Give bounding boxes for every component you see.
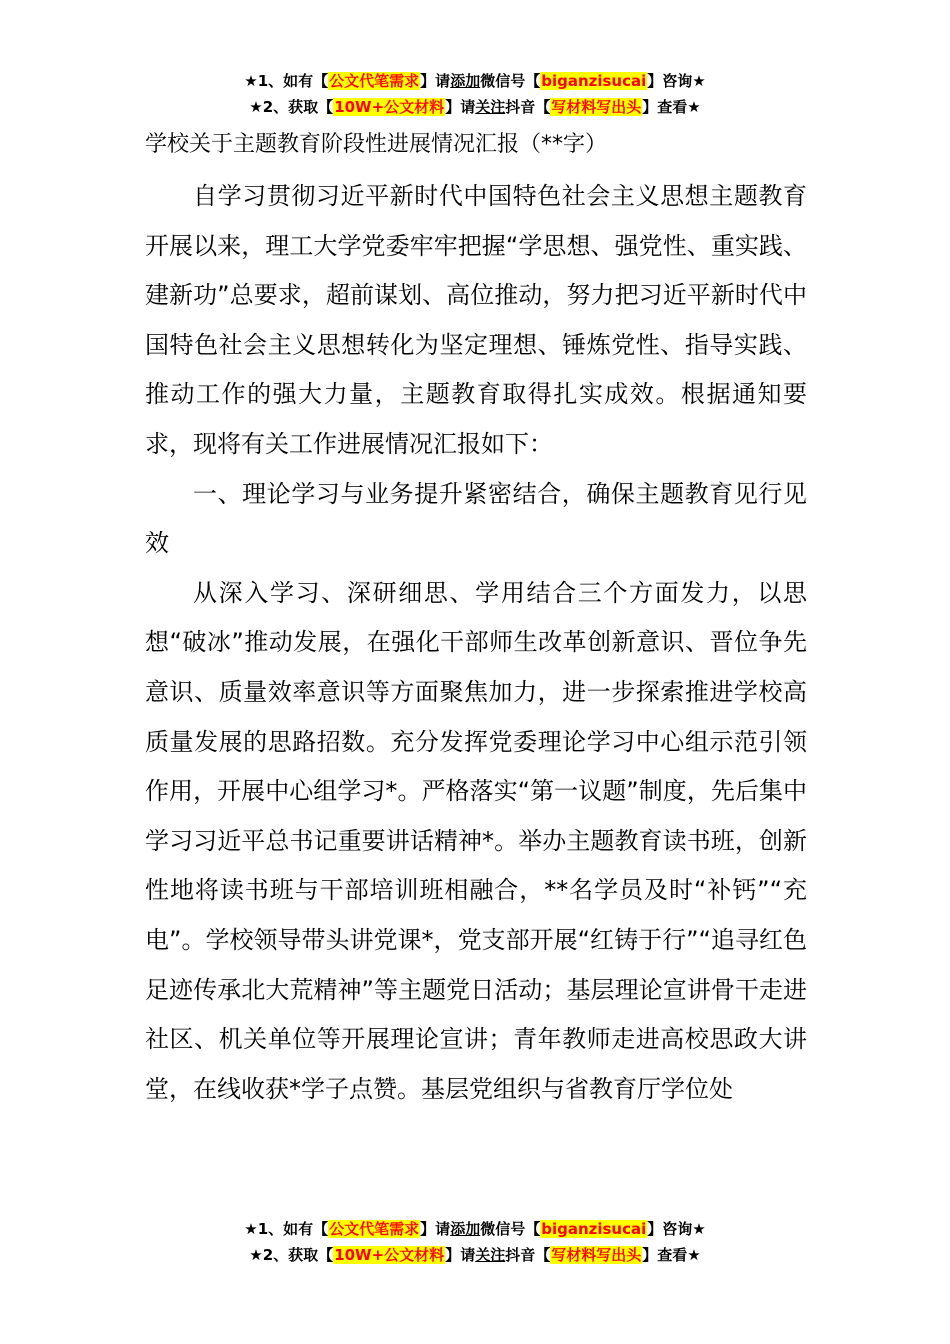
highlight-ghostwriting: 公文代笔需求 [329, 72, 420, 90]
paragraph-section-1: 从深入学习、深研细思、学用结合三个方面发力，以思想“破冰”推动发展，在强化干部师生改革创新意识、晋位争先意识、质量效率意识等方面聚焦加力，进一步探索推进学校高质量发展的思路招数。充分发挥党委理论学习中心组示范引领作用，开展中心组学习*。严格落实“第一议题”制度，先后集中学习习近平总书记重要讲话精神*。举办主题教育读书班，创新性地将读书班与干部培训班相融合，**名学员及时“补钙”“充电”。学校领导带头讲党课*，党支部开展“红铸于行”“追寻红色足迹传承北大荒精神”等主题党日活动；基层理论宣讲骨干走进社区、机关单位等开展理论宣讲；青年教师走进高校思政大讲堂，在线收获*学子点赞。基层党组织与省教育厅学位处 [145, 578, 807, 1103]
paragraph-intro: 自学习贯彻习近平新时代中国特色社会主义思想主题教育开展以来，理工大学党委牢牢把握“学思想、强党性、重实践、建新功”总要求，超前谋划、高位推动，努力把习近平新时代中国特色社会主义思想转化为坚定理想、锤炼党性、指导实践、推动工作的强大力量，主题教育取得扎实成效。根据通知要求，现将有关工作进展情况汇报如下： [145, 182, 807, 458]
header-banner [0, 68, 950, 120]
banner-line-2: ★2、获取【10W+公文材料】请关注抖音【写材料写出头】查看★ [249, 98, 701, 116]
document-body [145, 172, 807, 1114]
footer-line-1: ★1、如有【公文代笔需求】请添加微信号【biganzisucai】咨询★ [244, 1220, 706, 1238]
highlight-wechat-id: biganzisucai [541, 72, 647, 90]
footer-highlight-materials: 10W+公文材料 [334, 1246, 445, 1264]
footer-banner [0, 1216, 950, 1268]
footer-highlight-douyin: 写材料写出头 [551, 1246, 642, 1264]
highlight-materials: 10W+公文材料 [334, 98, 445, 116]
footer-highlight-wechat-id: biganzisucai [541, 1220, 647, 1238]
banner-line-1: ★1、如有【公文代笔需求】请添加微信号【biganzisucai】咨询★ [244, 72, 706, 90]
document-title: 学校关于主题教育阶段性进展情况汇报（**字） [145, 132, 608, 157]
footer-highlight-ghostwriting: 公文代笔需求 [329, 1220, 420, 1238]
footer-line-2: ★2、获取【10W+公文材料】请关注抖音【写材料写出头】查看★ [249, 1246, 701, 1264]
section-heading-1: 一、理论学习与业务提升紧密结合，确保主题教育见行见效 [145, 479, 807, 558]
highlight-douyin: 写材料写出头 [551, 98, 642, 116]
